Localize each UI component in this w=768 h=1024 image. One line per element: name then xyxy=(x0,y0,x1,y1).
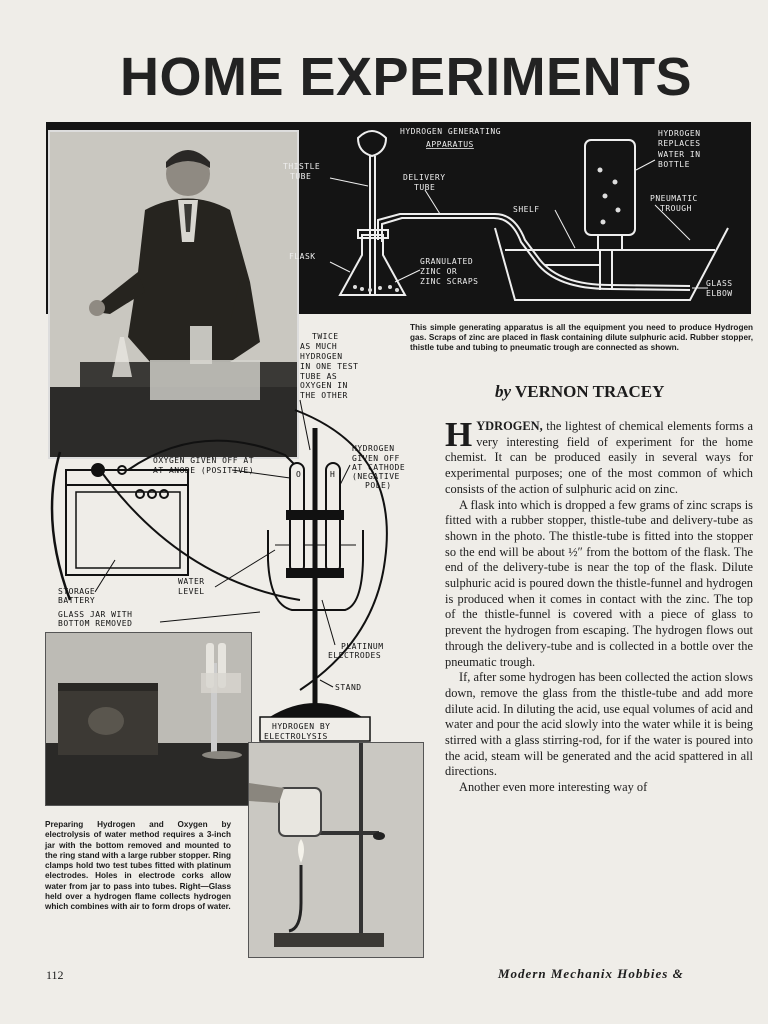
drop-cap: H xyxy=(445,415,473,454)
label-thistle-2: TUBE xyxy=(290,172,312,181)
label-twice-1: TWICE xyxy=(312,332,339,341)
label-replaces-4: BOTTLE xyxy=(658,160,690,169)
electrolysis-title-1: HYDROGEN BY xyxy=(272,722,331,731)
label-jar-2: BOTTOM REMOVED xyxy=(58,619,133,628)
label-trough-2: TROUGH xyxy=(660,204,692,213)
label-thistle-1: THISTLE xyxy=(283,162,321,171)
label-tube-o: O xyxy=(296,470,302,479)
label-zinc-2: ZINC OR xyxy=(420,267,458,276)
paragraph-2: A flask into which is dropped a few grams of zinc scraps is fitted with a rubber stopper, thistle-tube and delivery-tube as shown in the photo. The thistle-tube is fitted into the stopper so the end will be about ½″ from the bottom of the flask. The end of the delivery-tube is near the top of the flask. Dilute sulphuric acid is poured down the thistle-funnel and hydrogen is produced when it comes in contact with the zinc. The top of the thistle-funnel is covered with a piece of glass to prevent the hydrogen from escaping. The hydrogen flows out through the delivery-tube and is collected in a bottle over the pneumatic trough. xyxy=(445,497,753,669)
label-platinum-2: ELECTRODES xyxy=(328,651,382,660)
author-name: VERNON TRACEY xyxy=(515,382,665,401)
apparatus-leader-lines xyxy=(330,160,708,288)
article-paragraph xyxy=(445,415,753,498)
electrolysis-caption: Preparing Hydrogen and Oxygen by electrolysis of water method requires a 3-inch jar with the bottom removed and mounted to the ring stand with a large rubber stopper. Ring clamps hold two test tubes fitted with platinum electrodes. Holes in electrode corks allow water from jar to pass into tubes. Right—Glass held over a hydrogen flame collects hydrogen which combines with air to form drops of water. xyxy=(45,820,231,912)
label-twice-5: TUBE AS xyxy=(300,372,338,381)
electrolysis-title-2: ELECTROLYSIS xyxy=(264,732,328,741)
label-oxygen-1: OXYGEN GIVEN OFF AT xyxy=(153,456,255,465)
byline-prefix: by xyxy=(495,382,512,401)
label-twice-4: IN ONE TEST xyxy=(300,362,359,371)
label-cathode-2: GIVEN OFF xyxy=(352,454,400,463)
apparatus-caption: This simple generating apparatus is all the equipment you need to produce Hydrogen gas. Scraps of zinc are placed in flask containing dilute sulphuric acid. Rubber stopper, thistle tube and tubing to pneumatic trough are connected as shown. xyxy=(410,323,753,352)
label-water-2: LEVEL xyxy=(178,587,205,596)
label-zinc-1: GRANULATED xyxy=(420,257,474,266)
label-replaces-2: REPLACES xyxy=(658,139,701,148)
lead-word: YDROGEN, xyxy=(476,419,543,433)
label-delivery-2: TUBE xyxy=(414,183,436,192)
label-jar-1: GLASS JAR WITH xyxy=(58,610,133,619)
label-cathode-3: AT CATHODE xyxy=(352,463,406,472)
label-elbow-1: GLASS xyxy=(706,279,733,288)
article-body xyxy=(445,415,753,796)
paragraph-4: Another even more interesting way of xyxy=(459,780,648,795)
label-tube-h: H xyxy=(330,470,336,479)
page-number: 112 xyxy=(46,968,64,982)
apparatus-heading-1: HYDROGEN GENERATING xyxy=(400,127,502,136)
label-twice-7: THE OTHER xyxy=(300,391,348,400)
page-title: HOME EXPERIMENTS xyxy=(120,47,693,107)
label-cathode-5: POLE) xyxy=(365,481,392,490)
label-zinc-3: ZINC SCRAPS xyxy=(420,277,479,286)
label-cathode-4: (NEGATIVE xyxy=(352,472,400,481)
label-cathode-1: HYDROGEN xyxy=(352,444,395,453)
label-stand: STAND xyxy=(335,683,362,692)
bubbles xyxy=(598,168,621,225)
label-twice-6: OXYGEN IN xyxy=(300,381,348,390)
label-shelf: SHELF xyxy=(513,205,540,214)
label-battery-1: STORAGE xyxy=(58,587,96,596)
label-elbow-2: ELBOW xyxy=(706,289,733,298)
magazine-name: Modern Mechanix Hobbies & xyxy=(498,966,684,981)
apparatus-heading-2: APPARATUS xyxy=(426,140,474,149)
label-replaces-3: WATER IN xyxy=(658,150,701,159)
label-oxygen-2: AT ANODE (POSITIVE) xyxy=(153,466,255,475)
label-trough-1: PNEUMATIC xyxy=(650,194,698,203)
label-battery-2: BATTERY xyxy=(58,596,96,605)
label-delivery-1: DELIVERY xyxy=(403,173,446,182)
label-platinum-1: PLATINUM xyxy=(341,642,384,651)
label-replaces-1: HYDROGEN xyxy=(658,129,701,138)
label-twice-2: AS MUCH xyxy=(300,342,338,351)
label-water-1: WATER xyxy=(178,577,205,586)
label-twice-3: HYDROGEN xyxy=(300,352,343,361)
paragraph-1-text: the lightest of chemical elements forms a very interesting field of experiment for the home chemist. It can be produced easily in several ways for experimental purposes; one of the most common of which consists of the action of sulphuric acid on zinc. xyxy=(445,419,753,496)
paragraph-3: If, after some hydrogen has been collected the action slows down, remove the glass from the thistle-tube and add more dilute acid. In diluting the acid, use equal volumes of acid and water and pour the acid slowly into the water while it is being stirred with a glass stirring-rod, for if the water is poured into the acid, steam will be generated and the acid spattered in all directions. xyxy=(445,670,753,779)
label-flask: FLASK xyxy=(289,252,316,261)
byline xyxy=(495,382,664,402)
